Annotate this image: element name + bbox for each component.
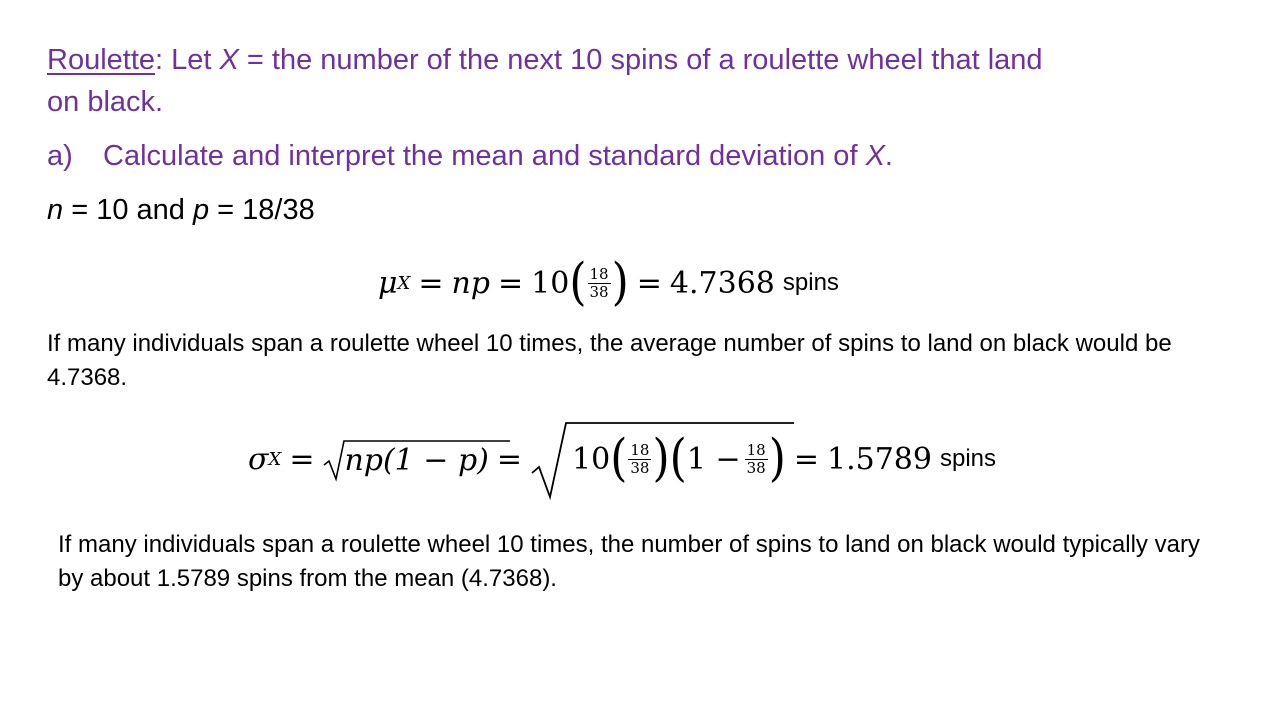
variable-x: X bbox=[219, 44, 239, 76]
part-a-text: Calculate and interpret the mean and standard deviation of bbox=[103, 140, 866, 172]
topic-term: Roulette bbox=[47, 44, 156, 76]
mean-interpretation: If many individuals span a roulette wheel 10 times, the average number of spins to land on black would be 4.7368. bbox=[47, 330, 1172, 391]
fraction-2-numerator: 18 bbox=[746, 440, 766, 459]
right-paren-1: ) bbox=[652, 429, 670, 488]
ten: 10 bbox=[572, 441, 611, 477]
part-a-label: a) bbox=[47, 140, 73, 172]
equals-3: = bbox=[636, 265, 662, 301]
param-p: p bbox=[192, 194, 210, 226]
right-paren: ) bbox=[611, 253, 629, 312]
np-term: np bbox=[451, 265, 490, 301]
sd-interpretation: If many individuals span a roulette wheel 10 times, the number of spins to land on black would typically vary by about 1.5789 spins from the mean (4.7368). bbox=[58, 531, 1200, 592]
mean-result: 4.7368 bbox=[669, 265, 775, 301]
equals-2: = bbox=[496, 441, 523, 477]
part-a bbox=[47, 140, 893, 173]
fraction-1-denominator: 38 bbox=[630, 458, 650, 477]
left-paren-2: ( bbox=[669, 429, 687, 488]
equals-1: = bbox=[289, 441, 315, 477]
mu-subscript: X bbox=[397, 272, 411, 294]
sqrt-np-content: np(1 − p) bbox=[344, 443, 489, 478]
one-minus: 1 − bbox=[686, 441, 741, 477]
equals-1: = bbox=[418, 265, 444, 301]
sd-result: 1.5789 bbox=[827, 441, 932, 477]
left-paren: ( bbox=[569, 253, 587, 312]
statement-let: Let bbox=[163, 44, 220, 76]
mean-formula bbox=[378, 252, 839, 314]
param-n-text: = 10 and bbox=[63, 194, 193, 226]
fraction-numerator: 18 bbox=[589, 264, 609, 283]
topic-colon: : bbox=[155, 44, 164, 76]
mean-unit: spins bbox=[782, 269, 839, 296]
right-paren-2: ) bbox=[768, 429, 786, 488]
fraction bbox=[588, 266, 611, 301]
sd-formula bbox=[248, 418, 996, 500]
equals-3: = bbox=[793, 441, 819, 477]
param-p-text: = 18/38 bbox=[209, 194, 315, 226]
radical-icon bbox=[322, 439, 522, 483]
part-a-variable: X bbox=[865, 140, 885, 172]
param-n: n bbox=[47, 194, 64, 226]
given-parameters bbox=[47, 194, 315, 227]
fraction-2-denominator: 38 bbox=[746, 458, 766, 477]
statement-rest: = the number of the next 10 spins of a roulette wheel that land bbox=[238, 44, 1043, 76]
equals-2: = bbox=[498, 265, 524, 301]
fraction-denominator: 38 bbox=[589, 282, 609, 301]
sqrt-numeric bbox=[530, 419, 786, 499]
left-paren-1: ( bbox=[610, 429, 628, 488]
ten: 10 bbox=[531, 265, 570, 301]
mu-symbol: μ bbox=[378, 265, 398, 301]
problem-statement bbox=[47, 44, 1043, 77]
fraction-1-numerator: 18 bbox=[630, 440, 650, 459]
sigma-subscript: X bbox=[268, 448, 282, 470]
sd-unit: spins bbox=[939, 445, 997, 472]
sigma-symbol: σ bbox=[248, 441, 269, 477]
problem-statement-line2: on black. bbox=[47, 86, 164, 118]
sqrt-np bbox=[322, 439, 488, 479]
part-a-end: . bbox=[884, 140, 893, 172]
